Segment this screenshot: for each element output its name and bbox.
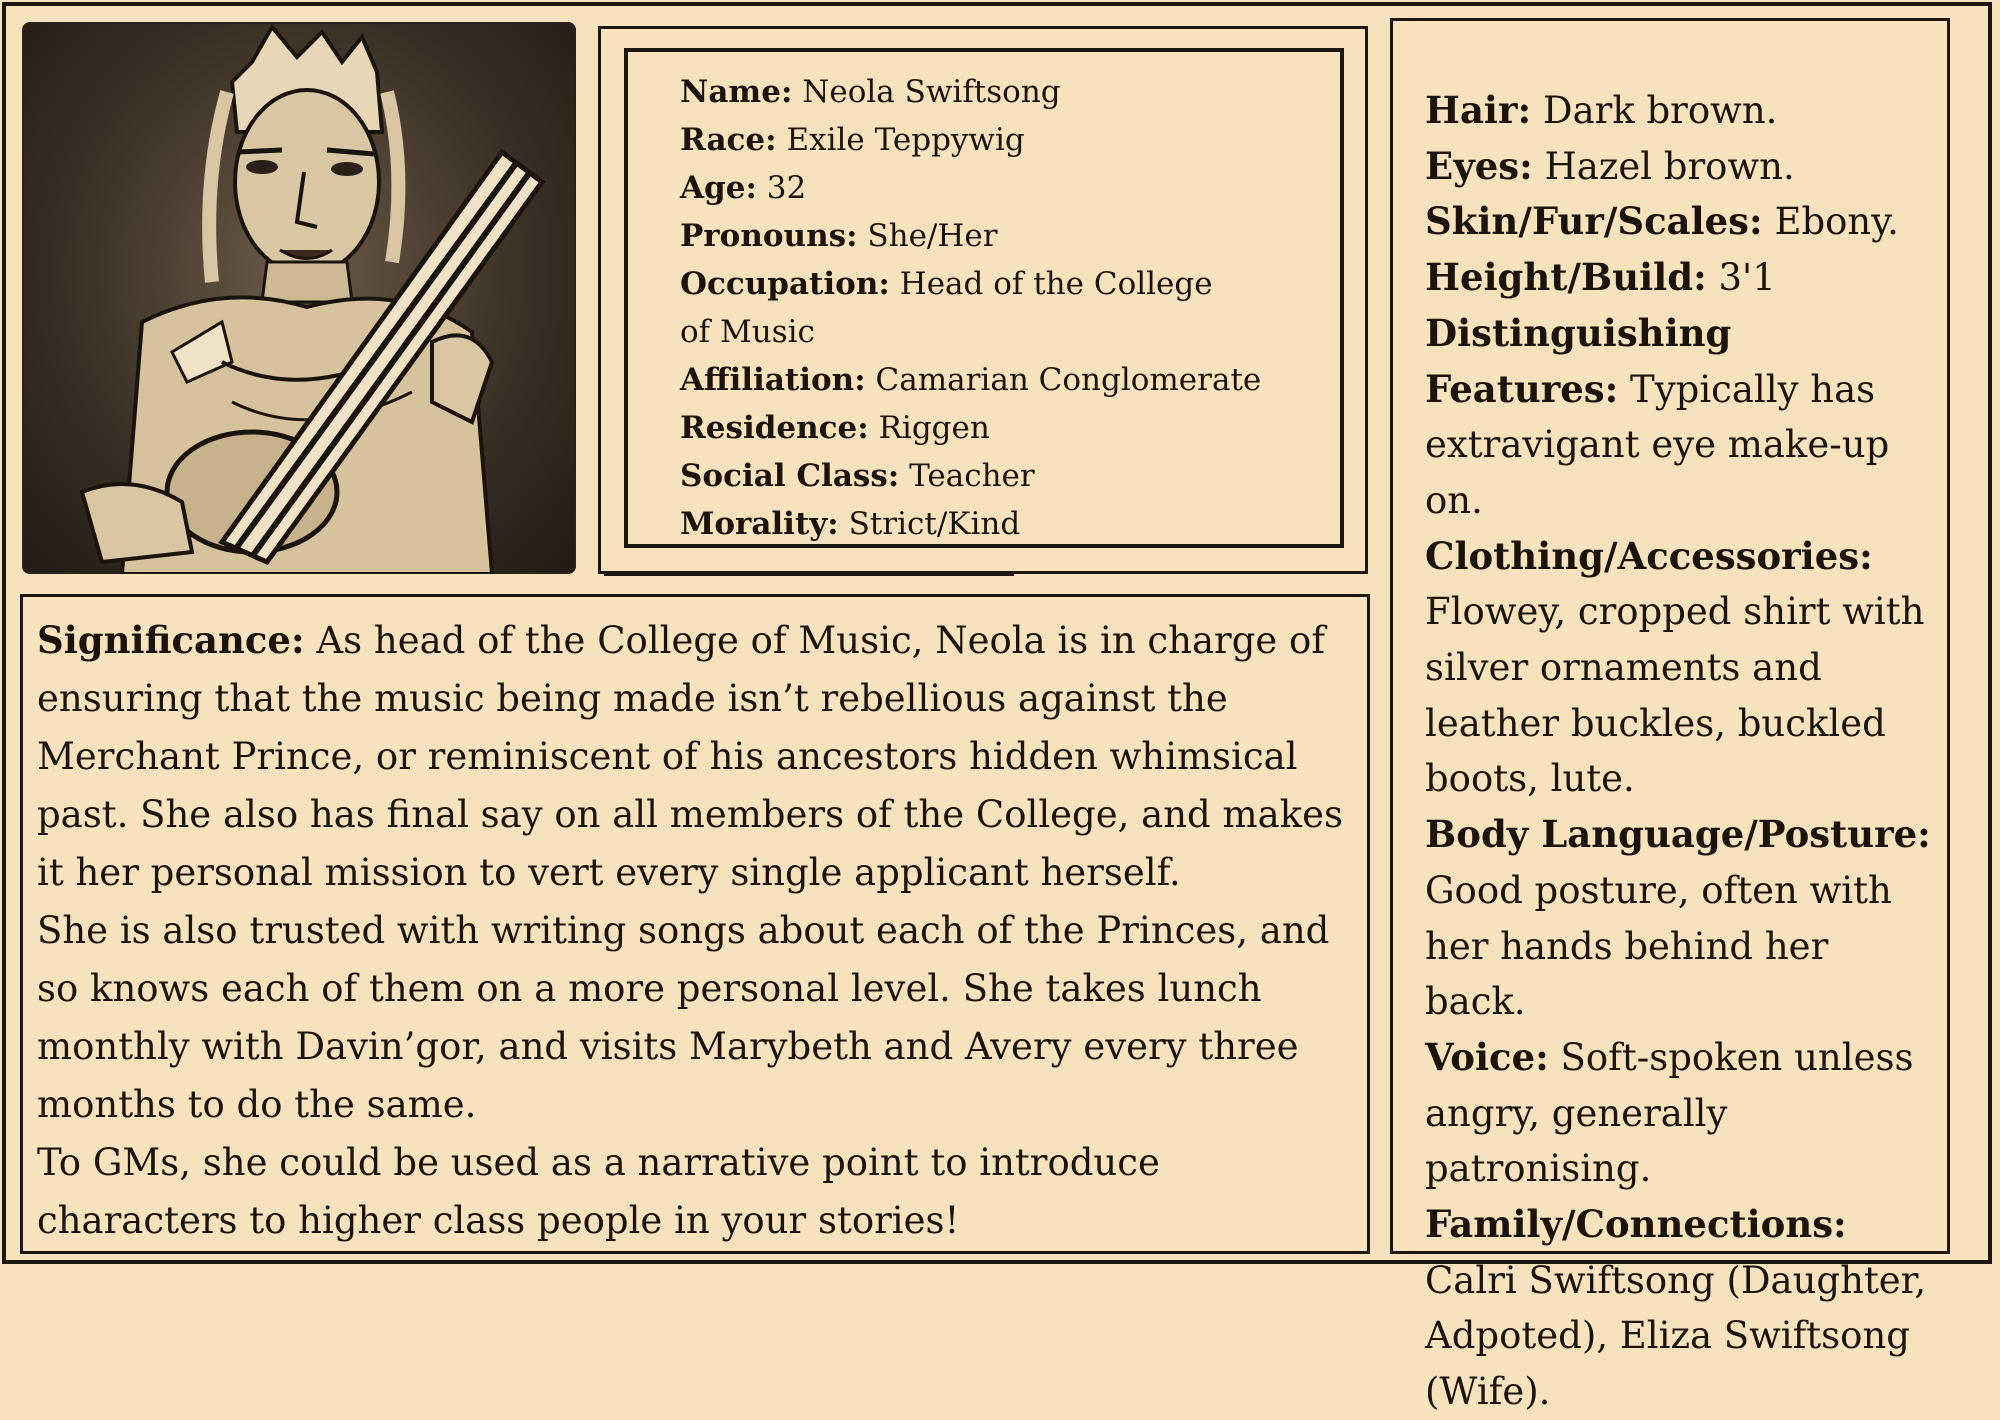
stat-pronouns: Pronouns: She/Her [680, 218, 998, 254]
appearance-hair: Hair: Dark brown. [1425, 88, 1778, 132]
stat-occupation: Occupation: Head of the College of Music [680, 266, 1213, 350]
stat-morality: Morality: Strict/Kind [680, 506, 1021, 542]
appearance-features: Distinguishing Features: Typically has extravigant eye make-up on. [1425, 310, 1890, 522]
appearance-voice: Voice: Soft-spoken unless angry, generally patronising. [1425, 1034, 1914, 1191]
stats-card [624, 48, 1344, 548]
significance-paragraph-1: Significance: As head of the College of Music, Neola is in charge of ensuring that the music being made isn’t rebellious against the Merchant Prince, or reminiscent of his ancestors hidden whimsical past. She also has final say on all members of the College, and makes it her personal mission to vert every single applicant herself. [37, 618, 1343, 894]
stat-residence: Residence: Riggen [680, 410, 990, 446]
appearance-height: Height/Build: 3'1 [1425, 255, 1776, 300]
appearance-clothing: Clothing/Accessories: Flowey, cropped shirt with silver ornaments and leather buckles, buckled boots, lute. [1425, 533, 1925, 801]
significance-paragraph-2: She is also trusted with writing songs about each of the Princes, and so knows each of them on a more personal level. She takes lunch monthly with Davin’gor, and visits Marybeth and Avery every three months to do the same. [37, 909, 1330, 1126]
stat-age: Age: 32 [680, 170, 807, 206]
portrait-illustration [22, 22, 576, 574]
stat-name: Name: Neola Swiftsong [680, 74, 1061, 110]
appearance-eyes: Eyes: Hazel brown. [1425, 143, 1795, 188]
significance-paragraph-3: To GMs, she could be used as a narrative point to introduce characters to higher class people in your stories! [37, 1141, 1160, 1242]
appearance-family: Family/Connections: Calri Swiftsong (Daughter, Adpoted), Eliza Swiftsong (Wife). [1425, 1202, 1927, 1414]
character-portrait [22, 22, 576, 574]
significance-panel [20, 594, 1370, 1254]
appearance-skin: Skin/Fur/Scales: Ebony. [1425, 199, 1899, 244]
appearance-panel [1390, 18, 1950, 1414]
stat-social-class: Social Class: Teacher [680, 458, 1035, 494]
stat-race: Race: Exile Teppywig [680, 122, 1025, 158]
stat-affiliation: Affiliation: Camarian Conglomerate [680, 362, 1262, 398]
appearance-body-language: Body Language/Posture: Good posture, often with her hands behind her back. [1425, 812, 1931, 1024]
